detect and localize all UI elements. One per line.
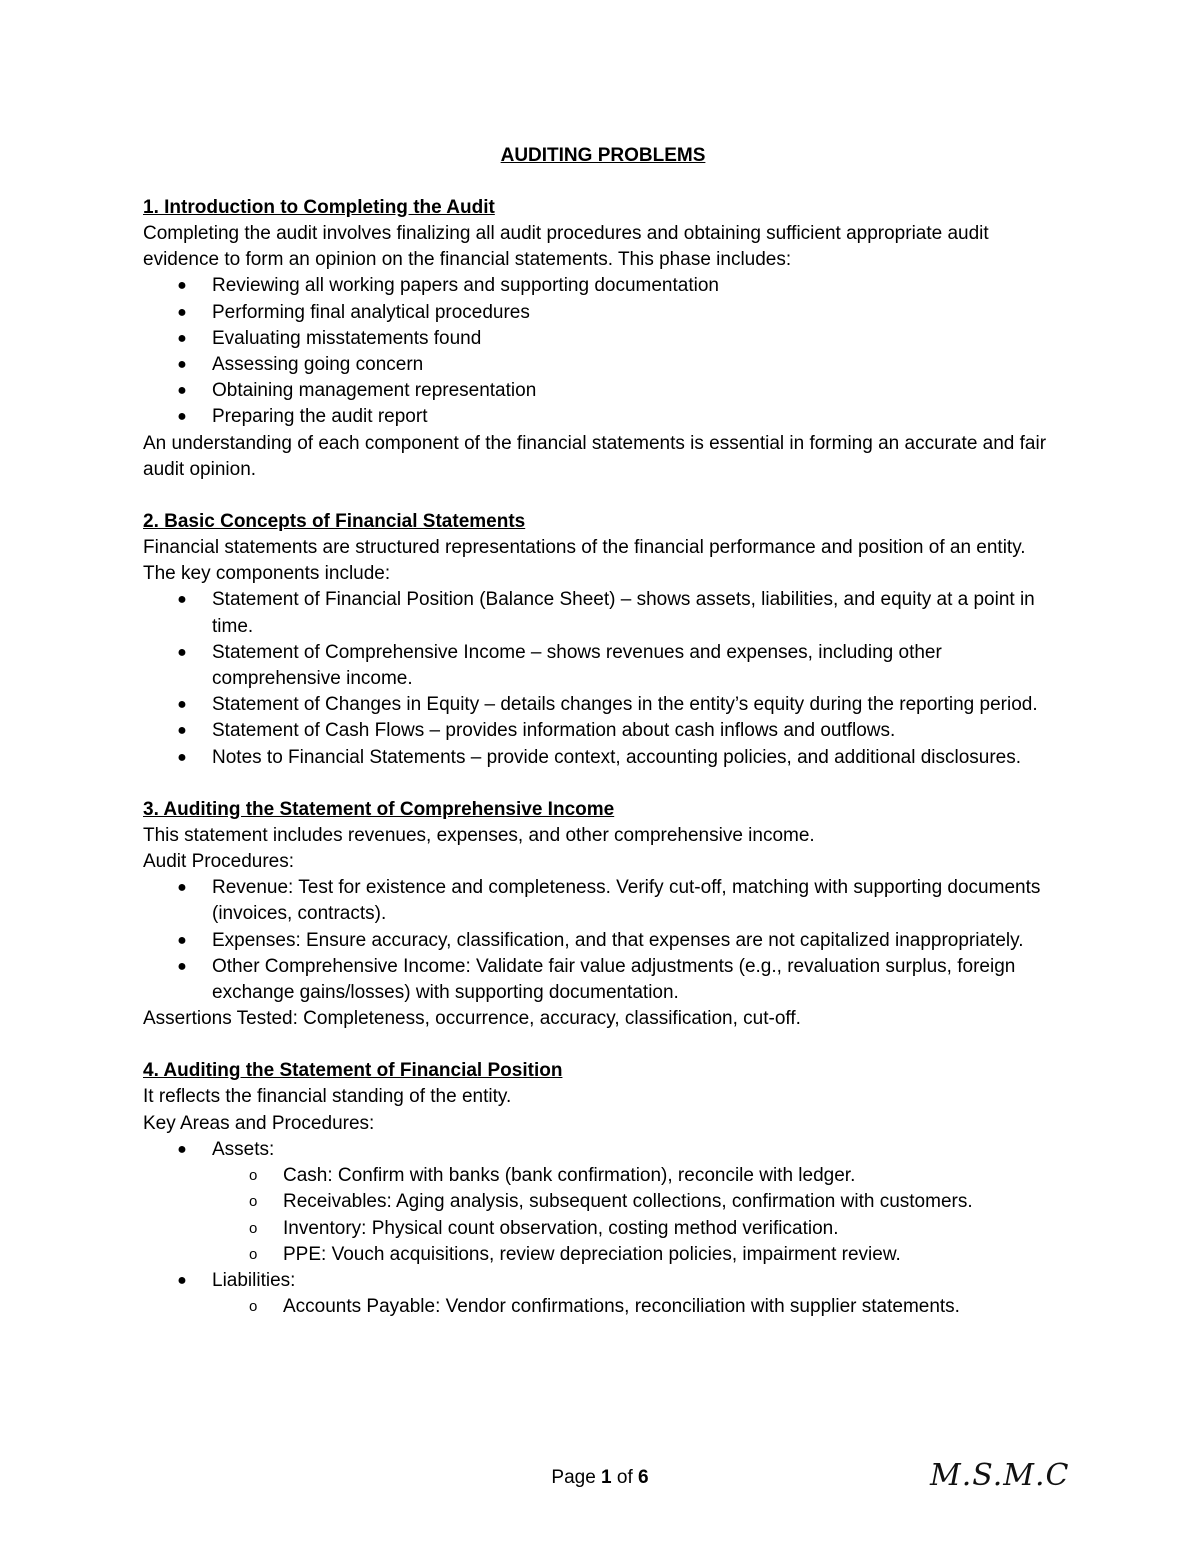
bullet-list <box>143 1137 1063 1320</box>
bullet-list <box>143 587 1063 770</box>
bullet-icon: ● <box>177 303 187 321</box>
sub-list-item: o Inventory: Physical count observation, costing method verification. <box>283 1216 1063 1242</box>
list-item: ● Reviewing all working papers and supporting documentation <box>212 273 1063 299</box>
list-item: ● Revenue: Test for existence and completeness. Verify cut-off, matching with supporting documents (invoices, contracts). <box>177 877 1041 925</box>
author-signature: M.S.M.C <box>930 1458 1070 1493</box>
section-financial-position <box>143 1058 1063 1320</box>
procedures-label: Audit Procedures: <box>143 851 295 873</box>
bullet-icon: ● <box>177 643 187 661</box>
list-item: ● Performing final analytical procedures <box>212 300 1063 326</box>
list-item: ● Statement of Financial Position (Balance Sheet) – shows assets, liabilities, and equity at a point in time. <box>177 589 1035 637</box>
bullet-list <box>143 273 1063 430</box>
bullet-icon: ● <box>177 1271 187 1289</box>
sub-bullet-list <box>212 1294 1063 1320</box>
circle-bullet-icon: o <box>249 1167 258 1185</box>
circle-bullet-icon: o <box>249 1298 258 1316</box>
section-intro: This statement includes revenues, expenses, and other comprehensive income. <box>143 824 815 846</box>
bullet-icon: ● <box>177 329 187 347</box>
bullet-icon: ● <box>177 722 187 740</box>
sub-bullet-list <box>212 1163 1063 1268</box>
page-number: Page 1 of 6 <box>551 1467 649 1488</box>
list-item-liabilities: ● Liabilities: o Accounts Payable: Vendor confirmations, reconciliation with supplier statements. <box>212 1268 1063 1320</box>
list-item: ● Obtaining management representation <box>212 378 1063 404</box>
bullet-list <box>143 875 1063 1006</box>
bullet-icon: ● <box>177 696 187 714</box>
page-content <box>143 143 1063 1346</box>
circle-bullet-icon: o <box>249 1193 258 1211</box>
sub-list-item: o Accounts Payable: Vendor confirmations, reconciliation with supplier statements. <box>283 1294 1063 1320</box>
sub-list-item: o PPE: Vouch acquisitions, review depreciation policies, impairment review. <box>283 1242 1063 1268</box>
bullet-icon: ● <box>177 879 187 897</box>
section-comprehensive-income <box>143 797 1063 1033</box>
list-item: ● Preparing the audit report <box>212 404 1063 430</box>
bullet-icon: ● <box>177 591 187 609</box>
bullet-icon: ● <box>177 356 187 374</box>
bullet-icon: ● <box>177 1140 187 1158</box>
circle-bullet-icon: o <box>249 1245 258 1263</box>
bullet-icon: ● <box>177 382 187 400</box>
section-intro: It reflects the financial standing of the entity. <box>143 1086 512 1108</box>
list-item-assets: ● Assets: o Cash: Confirm with banks (bank confirmation), reconcile with ledger. o Receivables: Aging analysis, subsequent collections, confirmation with customers. o Inventory: Physical count observation, costing method verification. o PPE: Vouch acquisitions, review depreciation policies, impairment review. <box>212 1137 1063 1268</box>
sub-list-item: o Receivables: Aging analysis, subsequent collections, confirmation with customers. <box>283 1189 1063 1215</box>
section-intro: Financial statements are structured representations of the financial performance and position of an entity. The key components include: <box>143 537 1026 585</box>
section-heading: 1. Introduction to Completing the Audit <box>143 197 495 218</box>
key-areas-label: Key Areas and Procedures: <box>143 1112 375 1134</box>
bullet-icon: ● <box>177 408 187 426</box>
list-item: ● Assessing going concern <box>212 352 1063 378</box>
bullet-icon: ● <box>177 277 187 295</box>
section-basic-concepts <box>143 509 1063 771</box>
list-item: ● Notes to Financial Statements – provide context, accounting policies, and additional disclosures. <box>212 745 1063 771</box>
section-outro: An understanding of each component of the financial statements is essential in forming an accurate and fair audit opinion. <box>143 432 1047 480</box>
bullet-icon: ● <box>177 957 187 975</box>
list-item: ● Statement of Cash Flows – provides information about cash inflows and outflows. <box>212 718 1063 744</box>
circle-bullet-icon: o <box>249 1219 258 1237</box>
list-item: ● Statement of Comprehensive Income – shows revenues and expenses, including other comprehensive income. <box>177 641 942 690</box>
section-heading: 4. Auditing the Statement of Financial Position <box>143 1060 563 1082</box>
section-heading: 2. Basic Concepts of Financial Statements <box>143 511 526 533</box>
list-item: ● Other Comprehensive Income: Validate fair value adjustments (e.g., revaluation surplus, foreign exchange gains/losses) with supporting documentation. <box>177 955 1016 1004</box>
sub-list-item: o Cash: Confirm with banks (bank confirmation), reconcile with ledger. <box>283 1163 1063 1189</box>
list-item: ● Evaluating misstatements found <box>212 326 1063 352</box>
section-heading: 3. Auditing the Statement of Comprehensive Income <box>143 798 615 820</box>
assertions-tested: Assertions Tested: Completeness, occurrence, accuracy, classification, cut-off. <box>143 1008 801 1030</box>
document-title: AUDITING PROBLEMS <box>500 145 706 166</box>
list-item: ● Statement of Changes in Equity – details changes in the entity’s equity during the reporting period. <box>212 692 1063 718</box>
list-item: ● Expenses: Ensure accuracy, classification, and that expenses are not capitalized inappropriately. <box>212 928 1063 954</box>
section-introduction <box>143 195 1063 483</box>
bullet-icon: ● <box>177 748 187 766</box>
bullet-icon: ● <box>177 931 187 949</box>
section-intro: Completing the audit involves finalizing all audit procedures and obtaining sufficient appropriate audit evidence to form an opinion on the financial statements. This phase includes: <box>143 223 989 271</box>
